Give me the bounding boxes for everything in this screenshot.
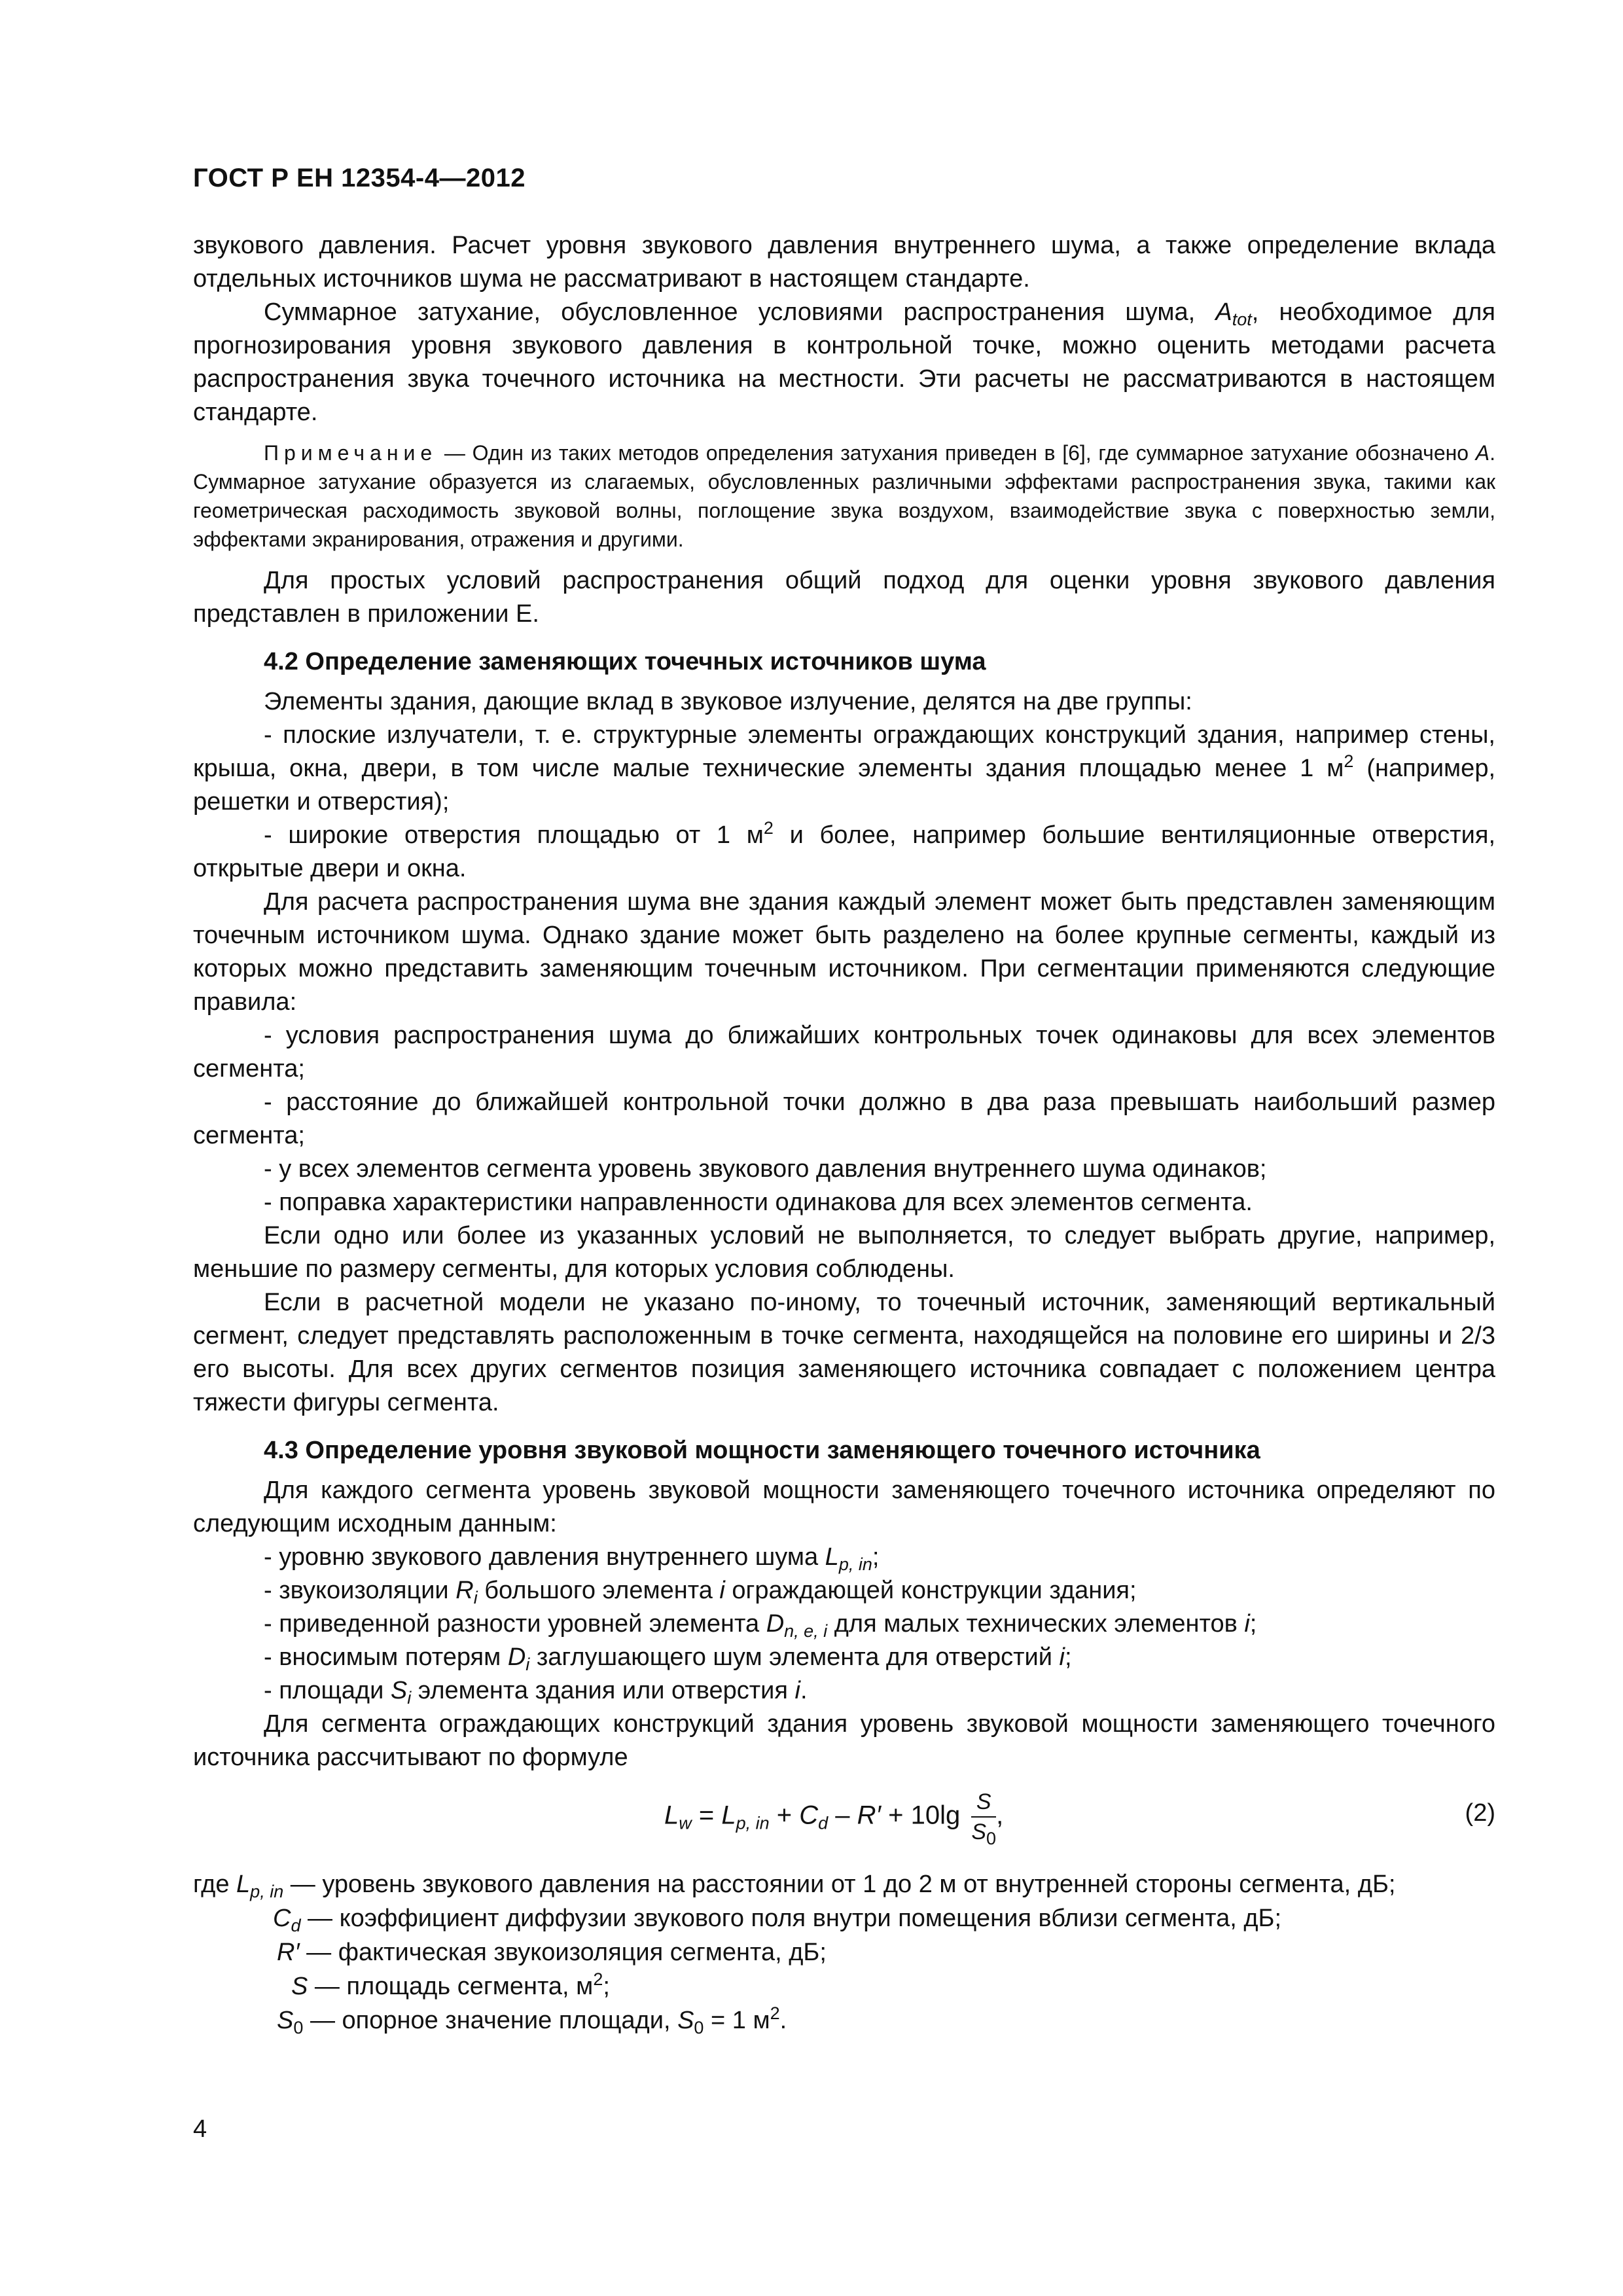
definition-row: S — площадь сегмента, $м^2$; (291, 1969, 610, 2000)
formula-fraction: $\frac{S}{S_0}$ (971, 1787, 996, 1846)
list-item: - поправка характеристики направленности одинакова для всех элементов сегмента. (264, 1189, 1253, 1216)
list-item: - условия распространения шума до ближайших контрольных точек одинаковы для всех элементов сегмента; (193, 1022, 1495, 1083)
paragraph: звукового давления. Расчет уровня звукового давления внутреннего шума, а также определение вклада отдельных источников шума не рассматривают в настоящем стандарте. (193, 232, 1495, 293)
definition-row: R′ — фактическая звукоизоляция сегмента, дБ; (277, 1939, 827, 1966)
formula-expression: $L_w = L_{p, in} + C_d - R' + 10\lg$ $\frac{S}{S_0}$ , (664, 1787, 1003, 1846)
section-heading-4-3: 4.3 Определение уровня звуковой мощности заменяющего точечного источника (264, 1437, 1260, 1464)
paragraph: Для каждого сегмента уровень звуковой мощности заменяющего точечного источника определяют по следующим исходным данным: (193, 1477, 1495, 1537)
list-item: - приведенной разности уровней элемента $D_{n, e, i}$ для малых технических элементов i; (264, 1610, 1257, 1641)
list-item: - расстояние до ближайшей контрольной точки должно в два раза превышать наибольший размер сегмента; (193, 1088, 1495, 1149)
definition-row: $S_0$ — опорное значение площади, $S_0 = 1$ $м^2$. (277, 2003, 787, 2037)
paragraph: Для простых условий распространения общий подход для оценки уровня звукового давления представлен в приложении Е. (193, 567, 1495, 628)
section-heading-4-2: 4.2 Определение заменяющих точечных источников шума (264, 648, 986, 675)
definition-row: где $L_{p, in}$ — уровень звукового давления на расстоянии от 1 до 2 м от внутренней стороны сегмента, дБ; (193, 1871, 1396, 1901)
paragraph: Для сегмента ограждающих конструкций здания уровень звуковой мощности заменяющего точечного источника рассчитывают по формуле (193, 1710, 1495, 1771)
list-item: - площади $S_i$ элемента здания или отверстия i. (264, 1677, 808, 1708)
paragraph: Элементы здания, дающие вклад в звуковое излучение, делятся на две группы: (264, 688, 1192, 715)
note-label: Примечание (264, 441, 438, 465)
note: Примечание — Один из таких методов определения затухания приведен в [6], где суммарное затухание обозначено A. Суммарное затухание образуется из слагаемых, обусловленных различными эффектами распространения звука, такими как геометрическая расходимость звуковой волны, поглощение звука воздухом, взаимодействие звука с поверхностью земли, эффектами экранирования, отражения и другими. (193, 441, 1495, 551)
document-body (193, 229, 1495, 2037)
paragraph: Если в расчетной модели не указано по-иному, то точечный источник, заменяющий вертикальный сегмент, следует представлять расположенным в точке сегмента, находящейся на половине его ширины и 2/3 его высоты. Для всех других сегментов позиция заменяющего источника совпадает с положением центра тяжести фигуры сегмента. (193, 1289, 1495, 1416)
formula-definitions (193, 1867, 1495, 2037)
paragraph: Если одно или более из указанных условий не выполняется, то следует выбрать другие, например, меньшие по размеру сегменты, для которых условия соблюдены. (193, 1222, 1495, 1283)
formula-number: (2) (1465, 1799, 1495, 1827)
definition-row: $C_d$ — коэффициент диффузии звукового поля внутри помещения вблизи сегмента, дБ; (273, 1905, 1282, 1935)
list-item: - у всех элементов сегмента уровень звукового давления внутреннего шума одинаков; (264, 1155, 1267, 1183)
paragraph: Для расчета распространения шума вне здания каждый элемент может быть представлен заменяющим точечным источником шума. Однако здание может быть разделено на более крупные сегменты, каждый из которых можно представить заменяющим точечным источником. При сегментации применяются следующие правила: (193, 888, 1495, 1016)
list-item: - уровню звукового давления внутреннего шума $L_{p, in}$; (264, 1543, 880, 1574)
formula-2 (193, 1781, 1495, 1859)
list-item: - широкие отверстия площадью от 1 $м^2$ и более, например большие вентиляционные отверстия, открытые двери и окна. (193, 818, 1495, 882)
page-number: 4 (193, 2115, 207, 2143)
list-item: - плоские излучатели, т. е. структурные элементы ограждающих конструкций здания, например стены, крыша, окна, двери, в том числе малые технические элементы здания площадью менее 1 $м^2$ (например, решетки и отверстия); (193, 721, 1496, 816)
list-item: - вносимым потерям $D_i$ заглушающего шум элемента для отверстий i; (264, 1643, 1072, 1674)
list-item: - звукоизоляции $R_i$ большого элемента i ограждающей конструкции здания; (264, 1577, 1137, 1607)
paragraph: Суммарное затухание, обусловленное условиями распространения шума, $A_{tot}$, необходимое для прогнозирования уровня звукового давления в контрольной точке, можно оценить методами расчета распространения звука точечного источника на местности. Эти расчеты не рассматриваются в настоящем стандарте. (193, 298, 1495, 426)
document-header: ГОСТ Р ЕН 12354-4—2012 (193, 164, 526, 192)
